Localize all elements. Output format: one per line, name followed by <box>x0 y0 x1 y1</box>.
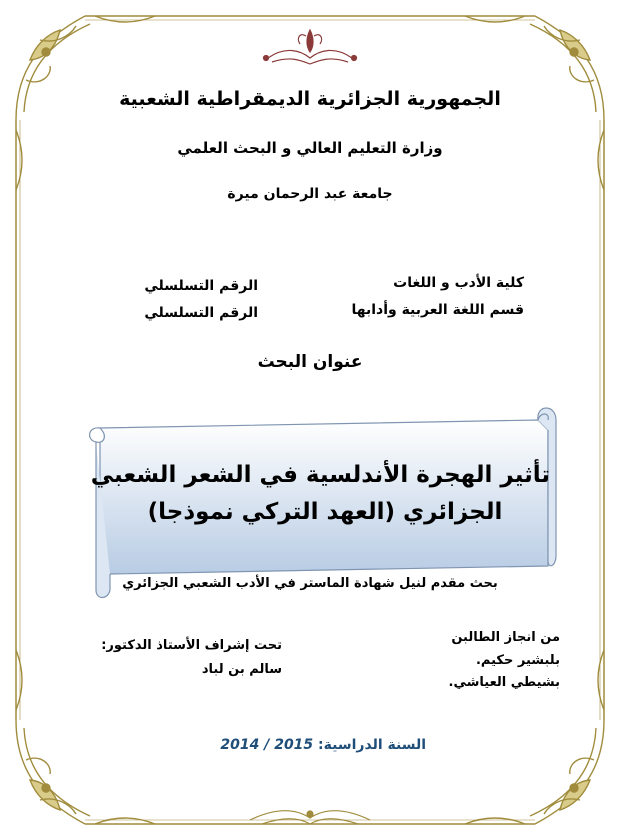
department-name: قسم اللغة العربية وأدابها <box>351 302 524 318</box>
supervisor-label: تحت إشراف الأستاذ الدكتور: <box>101 638 282 653</box>
academic-year <box>220 737 426 753</box>
academic-year-label: السنة الدراسية: <box>318 737 426 753</box>
research-title-heading: عنوان البحث <box>257 352 363 372</box>
students-label: من انجاز الطالبن <box>451 630 560 645</box>
top-center-ornament <box>264 30 357 64</box>
thesis-purpose: بحث مقدم لنيل شهادة الماستر في الأدب الشعبي الجزائري <box>122 576 498 591</box>
corner-ornament-bottom-left <box>16 650 155 824</box>
faculty-name: كلية الأدب و اللغات <box>393 275 524 291</box>
academic-year-value: 2015 / 2014 <box>220 737 314 753</box>
student-name: بلبشير حكيم. <box>475 653 560 668</box>
serial-number-label: الرقم التسلسلي <box>144 305 258 321</box>
thesis-title-line-1: تأثير الهجرة الأندلسية في الشعر الشعبي <box>90 462 550 488</box>
student-name: بشيطي العياشي. <box>448 675 560 690</box>
supervisor-name: سالم بن لباد <box>201 662 282 677</box>
republic-name: الجمهورية الجزائرية الديمقراطية الشعبية <box>119 88 501 110</box>
university-name: جامعة عبد الرحمان ميرة <box>227 186 393 202</box>
thesis-title-line-2: الجزائري (العهد التركي نموذجا) <box>147 499 503 525</box>
serial-number-label: الرقم التسلسلي <box>144 278 258 294</box>
bottom-center-ornament <box>250 811 370 824</box>
ministry-name: وزارة التعليم العالي و البحث العلمي <box>177 139 443 157</box>
